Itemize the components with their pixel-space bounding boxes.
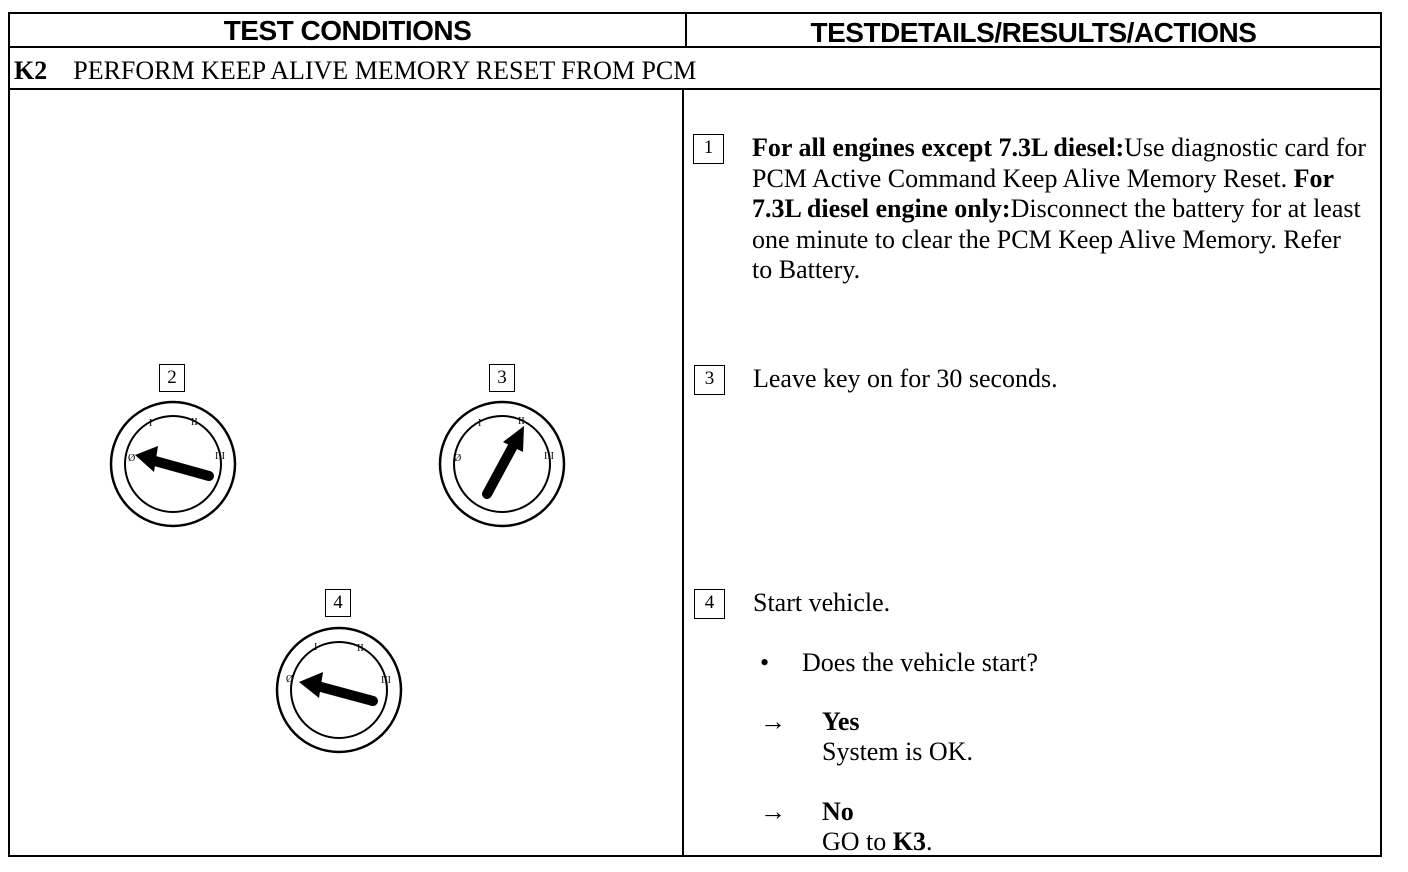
switch2-label-off: Ø — [128, 453, 136, 464]
step-title-text: PERFORM KEEP ALIVE MEMORY RESET FROM PCM — [73, 56, 697, 85]
step-code: K2 — [14, 56, 48, 85]
step1-number: 1 — [693, 134, 724, 164]
switch4-label-off: Ø — [286, 674, 294, 685]
switch2-label-ii: II — [191, 417, 198, 428]
header-test-details: TESTDETAILS/RESULTS/ACTIONS — [810, 17, 1257, 48]
step1-bold-diesel: For 7.3L diesel engine only: — [752, 163, 1334, 223]
no-arrow-icon: → — [760, 797, 786, 826]
figure-2-number: 2 — [159, 364, 185, 392]
step1-bold-all-engines: For all engines except 7.3L diesel: — [752, 133, 1125, 162]
yes-label: Yes — [822, 707, 860, 736]
switch3-label-iii: III — [544, 451, 554, 462]
no-result-suffix: . — [926, 827, 933, 856]
step3-text: Leave key on for 30 seconds. — [753, 364, 1058, 393]
figure-3-number: 3 — [489, 364, 515, 392]
header-test-conditions: TEST CONDITIONS — [223, 15, 472, 46]
switch4-label-ii: II — [357, 643, 364, 654]
no-label: No — [822, 797, 854, 826]
switch4-label-iii: III — [381, 675, 391, 686]
go-to-k3-link[interactable]: K3 — [892, 827, 927, 856]
ignition-switch-4 — [277, 628, 401, 752]
switch3-label-off: Ø — [454, 453, 462, 464]
switch3-label-ii: II — [518, 416, 525, 427]
step4-number: 4 — [694, 589, 725, 619]
switch2-label-i: I — [149, 418, 153, 429]
no-result — [822, 827, 933, 857]
step4-question: Does the vehicle start? — [802, 648, 1039, 677]
switch4-label-i: I — [314, 642, 318, 653]
ignition-switch-3 — [440, 402, 564, 526]
figure-4-number: 4 — [325, 589, 351, 617]
no-result-prefix: GO to — [822, 827, 893, 856]
yes-result: System is OK. — [822, 737, 973, 766]
step4-text: Start vehicle. — [753, 588, 891, 617]
yes-arrow-icon: → — [760, 707, 786, 736]
step1-instruction: Use diagnostic card for PCM Active Command Keep Alive Memory Reset. — [752, 133, 1367, 193]
switch2-label-iii: III — [215, 451, 225, 462]
step1-text — [752, 133, 1367, 286]
switch3-label-i: I — [478, 418, 482, 429]
step3-number: 3 — [694, 365, 725, 395]
ignition-switch-2 — [111, 402, 235, 526]
bullet: • — [760, 648, 770, 677]
step1-diesel-instruction: Disconnect the battery for at least one minute to clear the PCM Keep Alive Memory. Refer to Battery. — [752, 194, 1361, 284]
